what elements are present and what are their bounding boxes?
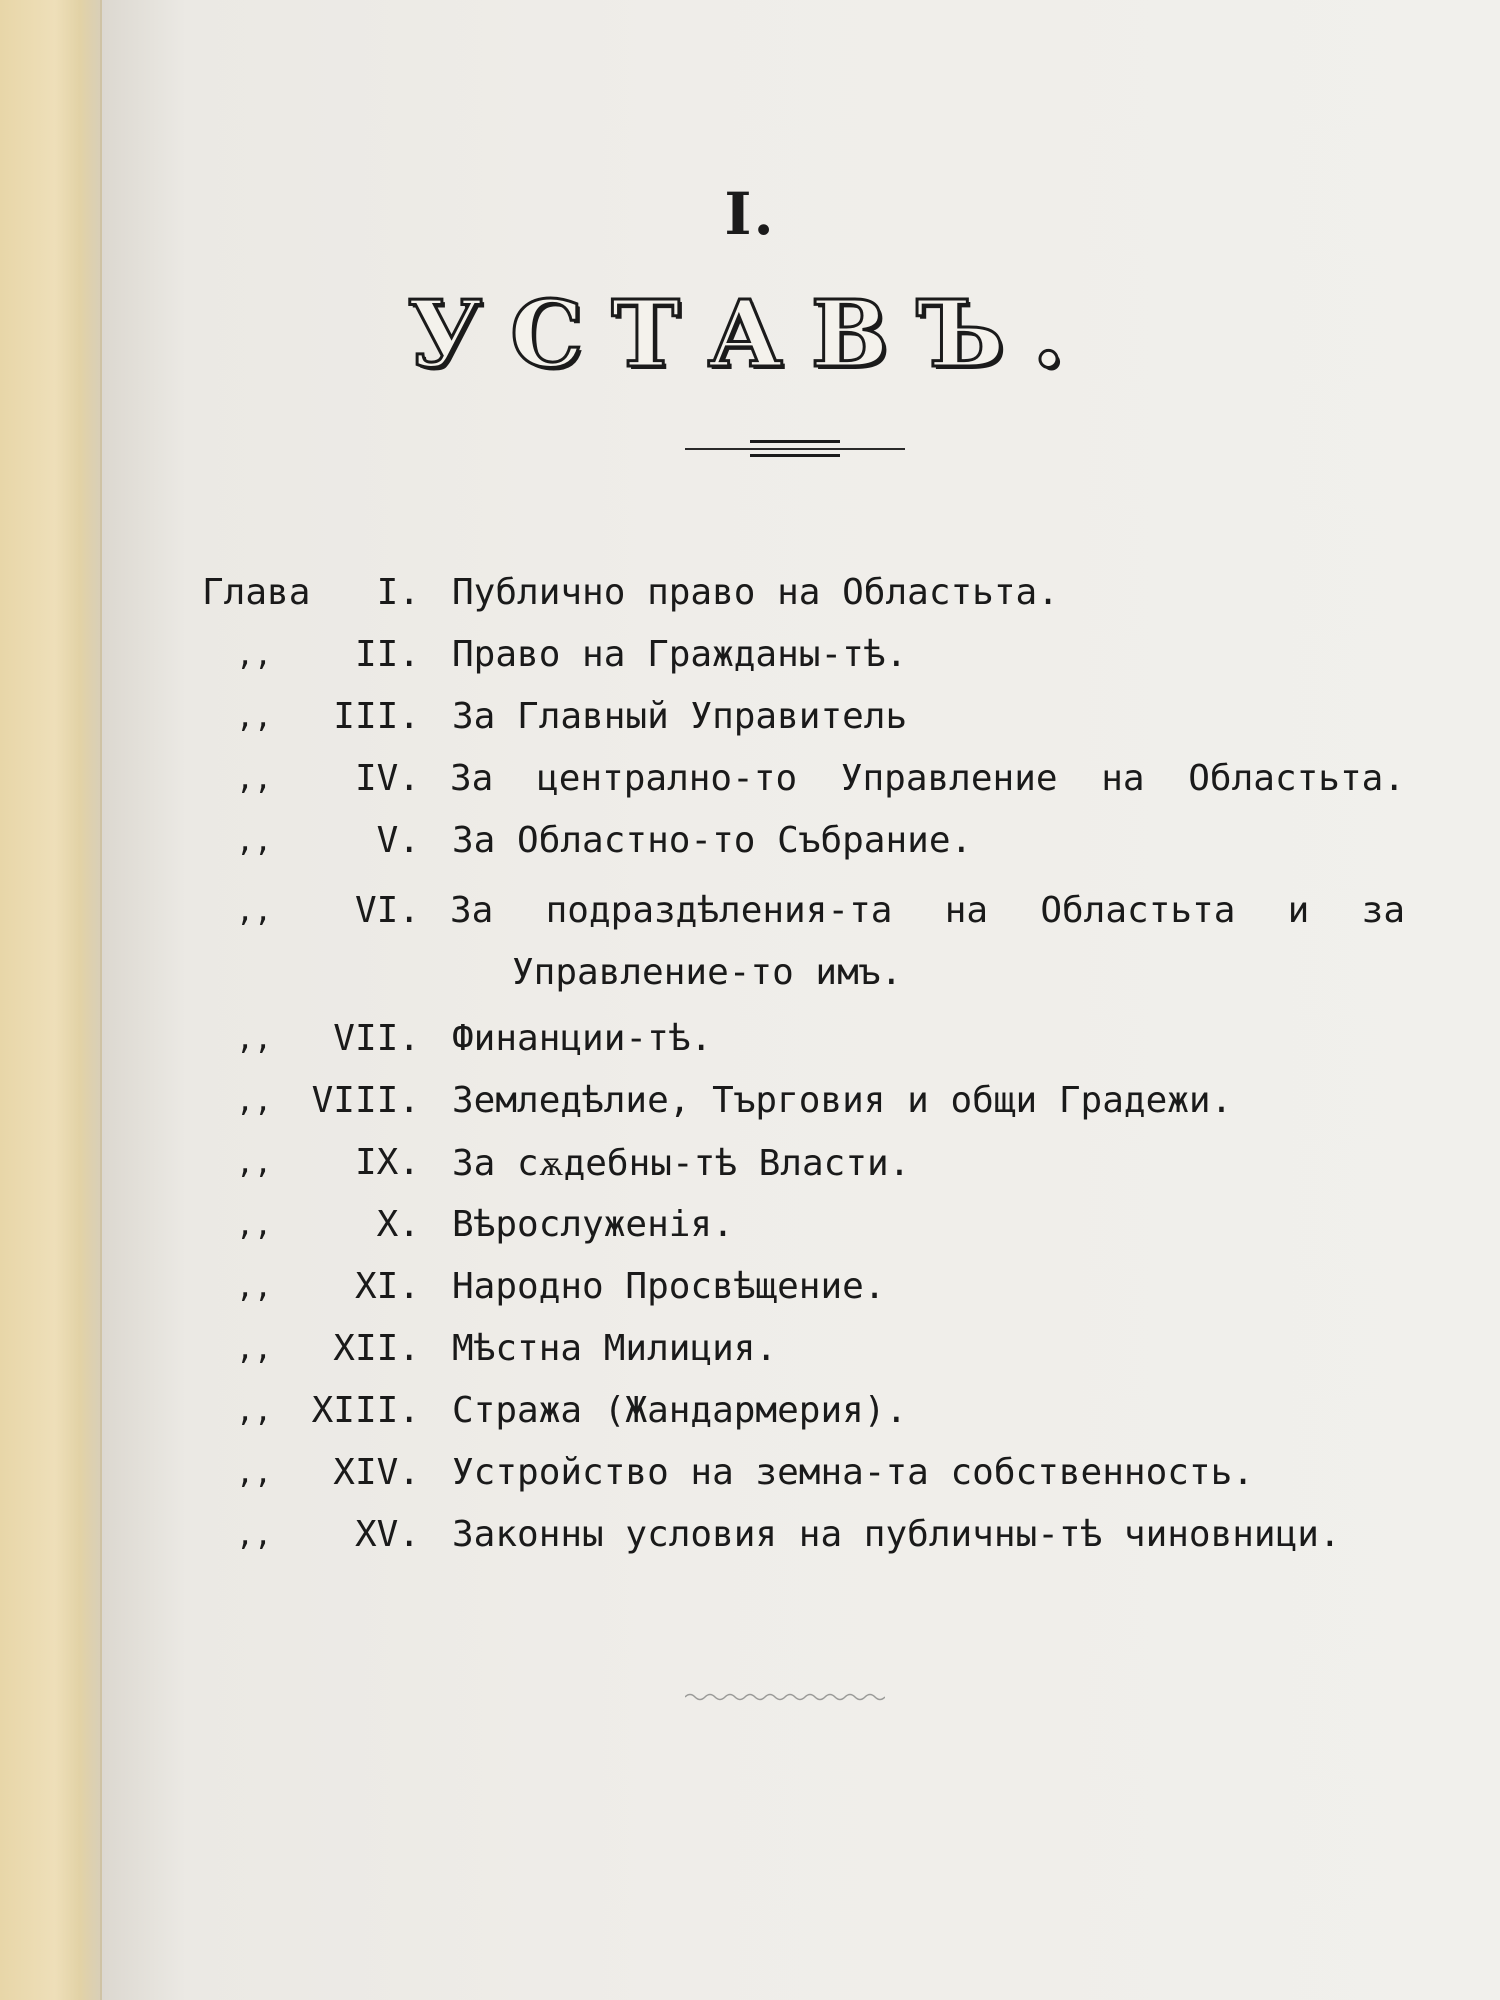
ditto-mark: ,, — [236, 824, 273, 859]
chapter-number: XIII. — [311, 1390, 420, 1431]
divider-thin-rule — [685, 448, 905, 450]
chapter-row-9 — [0, 1142, 1500, 1202]
chapter-row-10 — [0, 1204, 1500, 1264]
ditto-mark: ,, — [236, 1394, 273, 1429]
chapter-row-15 — [0, 1514, 1500, 1574]
ditto-mark: ,, — [236, 1208, 273, 1243]
chapter-number: VI. — [354, 890, 420, 931]
ditto-mark: ,, — [236, 1456, 273, 1491]
page-title: УСТАВЪ. — [407, 280, 1093, 388]
chapter-number: V. — [376, 820, 420, 861]
ditto-mark: ,, — [236, 1022, 273, 1057]
chapter-number: IX. — [354, 1142, 420, 1183]
ditto-mark: ,, — [236, 1518, 273, 1553]
chapter-title: Земледѣлие, Търговия и общи Градежи. — [452, 1080, 1233, 1121]
chapter-title: Народно Просвѣщение. — [452, 1266, 886, 1307]
chapter-title: За централно-то Управление на Областьта. — [450, 758, 1405, 799]
chapter-number: X. — [376, 1204, 420, 1245]
chapter-title: Вѣрослуженія. — [452, 1204, 734, 1245]
divider-lower-rule — [750, 454, 840, 457]
ditto-mark: ,, — [236, 700, 273, 735]
chapter-number: XI. — [354, 1266, 420, 1307]
chapter-title: Устройство на земна-та собственность. — [452, 1452, 1254, 1493]
ditto-mark: ,, — [236, 638, 273, 673]
ditto-mark: ,, — [236, 1270, 273, 1305]
chapter-title: Законны условия на публичны-тѣ чиновници. — [452, 1514, 1341, 1555]
chapter-row-13 — [0, 1390, 1500, 1450]
ditto-mark: ,, — [236, 894, 273, 929]
chapter-row-7 — [0, 1018, 1500, 1078]
chapter-number: I. — [376, 572, 420, 613]
chapter-row-11 — [0, 1266, 1500, 1326]
ditto-mark: ,, — [236, 1146, 273, 1181]
chapter-row-8 — [0, 1080, 1500, 1140]
chapter-row-14 — [0, 1452, 1500, 1512]
chapter-row-6-continuation — [0, 952, 1500, 1012]
chapter-row-1 — [0, 572, 1500, 632]
chapter-row-2 — [0, 634, 1500, 694]
chapter-number: XV. — [354, 1514, 420, 1555]
part-number: I. — [724, 180, 776, 248]
chapter-label: Глава — [202, 572, 311, 613]
chapter-row-5 — [0, 820, 1500, 880]
chapter-row-6 — [0, 890, 1500, 950]
chapter-row-4 — [0, 758, 1500, 818]
chapter-title: За Главный Управитель — [452, 696, 908, 737]
divider-upper-rule — [750, 440, 840, 443]
chapter-number: XII. — [333, 1328, 420, 1369]
chapter-title: Стража (Жандармерия). — [452, 1390, 908, 1431]
chapter-number: XIV. — [333, 1452, 420, 1493]
chapter-number: IV. — [354, 758, 420, 799]
wavy-ornament — [685, 1690, 885, 1704]
chapter-title: За Областно-то Събрание. — [452, 820, 973, 861]
chapter-row-3 — [0, 696, 1500, 756]
ditto-mark: ,, — [236, 1084, 273, 1119]
chapter-title: За подраздѣления-та на Областьта и за — [450, 890, 1405, 931]
chapter-title: Право на Гражданы-тѣ. — [452, 634, 908, 675]
chapter-number: VIII. — [311, 1080, 420, 1121]
chapter-row-12 — [0, 1328, 1500, 1388]
chapter-number: III. — [333, 696, 420, 737]
chapter-title: Финанции-тѣ. — [452, 1018, 713, 1059]
chapter-title: За сѫдебны-тѣ Власти. — [452, 1143, 911, 1184]
ditto-mark: ,, — [236, 1332, 273, 1367]
chapter-number: II. — [354, 634, 420, 675]
chapter-title-continuation: Управление-то имъ. — [512, 952, 903, 993]
chapter-number: VII. — [333, 1018, 420, 1059]
chapter-title: Публично право на Областьта. — [452, 572, 1059, 613]
title-divider — [685, 438, 905, 458]
ditto-mark: ,, — [236, 762, 273, 797]
chapter-title: Мѣстна Милиция. — [452, 1328, 778, 1369]
